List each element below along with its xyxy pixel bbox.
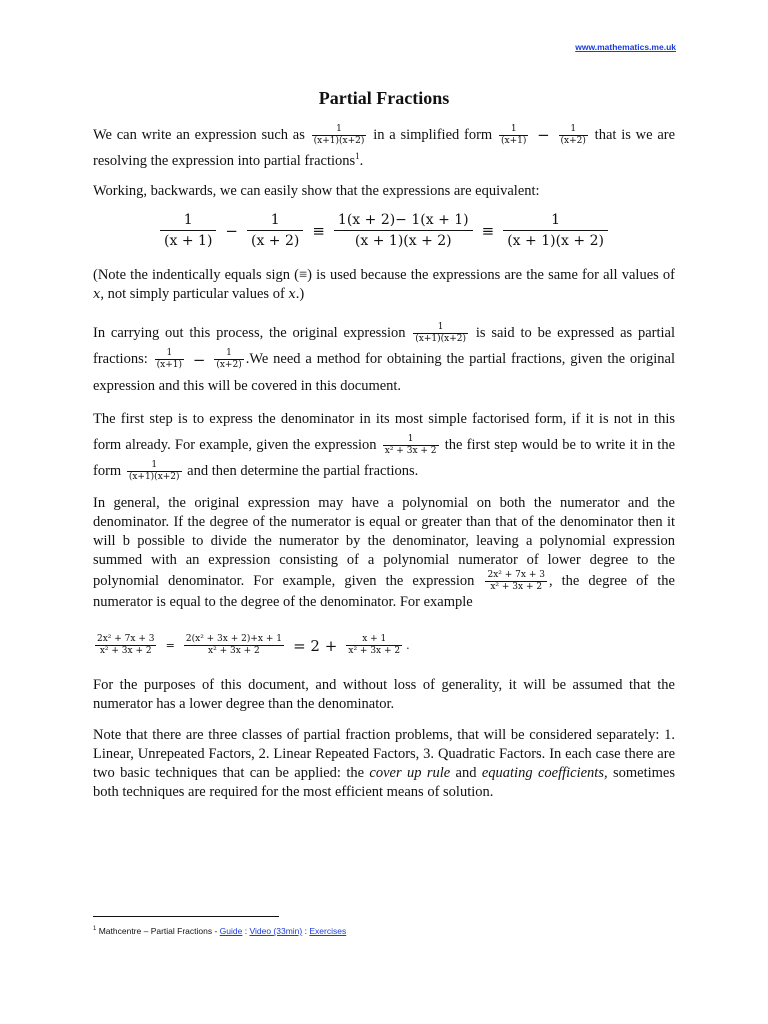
- fraction-denominator: (x + 2): [247, 230, 303, 251]
- fraction-numerator: 2x² + 7x + 3: [97, 634, 155, 644]
- footnote-separator: :: [304, 926, 307, 936]
- classes-paragraph: [93, 726, 675, 802]
- note-paragraph: [93, 266, 675, 304]
- intro-text-d: .: [359, 152, 364, 169]
- period: .: [406, 639, 410, 652]
- big-fraction-1-over-product: [503, 210, 608, 251]
- intro-text-a: We can write an expression such as: [93, 126, 305, 143]
- fraction-denominator: (x + 1)(x + 2): [503, 230, 608, 251]
- process-paragraph: [93, 320, 675, 399]
- equivalence-equation: [0, 210, 768, 251]
- general-text-b: , the degree of the numerator is equal to the degree of the denominator. For example: [93, 572, 675, 610]
- classes-text-e: , sometimes both techniques are required for the most efficient means of solution.: [93, 765, 675, 800]
- cover-up-rule-term: cover up rule: [369, 765, 451, 781]
- classes-text-c: and: [455, 765, 477, 781]
- variable-x: x: [288, 287, 296, 302]
- fraction-denominator: (x+1)(x+2): [128, 472, 180, 483]
- minus-sign: −: [225, 221, 238, 240]
- fraction-denominator: (x + 1)(x + 2): [334, 230, 473, 251]
- fraction-denominator: x² + 3x + 2: [184, 645, 284, 657]
- process-text-c: .We need a method for obtaining the partial fractions, given the original expression and this will be covered in this document.: [93, 351, 676, 394]
- first-step-paragraph: [93, 406, 675, 484]
- fraction-numerator: 1: [166, 348, 173, 359]
- fraction-denominator: (x+1): [501, 136, 527, 146]
- fraction-denominator: x² + 3x + 2: [95, 645, 156, 657]
- guide-link[interactable]: Guide: [219, 926, 243, 936]
- equating-coefficients-term: equating coefficients: [481, 765, 604, 781]
- fraction-numerator: 1: [336, 124, 342, 134]
- note-text-b: , not simply particular values of: [100, 286, 285, 302]
- fraction-denominator: (x+1)(x+2): [313, 136, 365, 146]
- fraction-1-over-x2: [214, 348, 243, 371]
- big-fraction-1-over-x1: [160, 210, 216, 251]
- classes-text-a: Note that there are three classes of partial fraction problems, that will be considered separately: 1. Linear, Unrepeated Factors, 2. Linear Repeated Factors, 3. Quadratic Factors. In each case there are two basic techniques that can be applied: the: [93, 727, 675, 781]
- fraction-numerator: x + 1: [362, 634, 387, 644]
- fraction-1-over-product: [127, 460, 182, 483]
- fraction-1-over-x1: [499, 124, 528, 147]
- fraction-numerator: 1(x + 2)− 1(x + 1): [337, 212, 469, 228]
- fraction-quadratic-over-quadratic: [485, 570, 546, 593]
- fraction-denominator: (x+2): [560, 136, 586, 146]
- note-text-a: (Note the indentically equals sign (≡) is used because the expressions are the same for all values of: [93, 267, 675, 283]
- footnote: [93, 926, 346, 936]
- process-text-b: is said to be expressed as partial fractions:: [93, 325, 675, 367]
- equals-two-plus: = 2 +: [293, 636, 338, 655]
- variable-x: x: [93, 287, 101, 302]
- general-text-a: In general, the original expression may have a polynomial on both the numerator and the denominator. If the degree of the numerator is equal or greater than that of the denominator then it will b possible to divide the numerator by the denominator, leaving a polynomial expression summed with an expression consisting of a polynomial numerator of lower degree to the polynomial denominator. For example, given the expression: [93, 495, 675, 589]
- fraction-denominator: (x+1): [156, 360, 183, 371]
- fraction-denominator: x² + 3x + 2: [348, 646, 401, 656]
- fraction-numerator: 1: [226, 348, 232, 359]
- first-step-text-b: the first step would be to write it in the form: [93, 437, 675, 479]
- site-link[interactable]: www.mathematics.me.uk: [575, 42, 676, 52]
- fraction-numerator: 1: [437, 322, 444, 333]
- big-fraction-1-over-x2: [247, 210, 303, 251]
- fraction-remainder: [346, 634, 402, 657]
- fraction-denominator: x² + 3x + 2: [384, 446, 437, 457]
- fraction-expanded: [184, 634, 284, 657]
- fraction-denominator: x² + 3x + 2: [485, 581, 546, 593]
- footnote-number: 1: [93, 926, 97, 933]
- fraction-denominator: (x+1)(x+2): [415, 334, 467, 345]
- fraction-1-over-x2: [559, 124, 588, 147]
- division-equation: [93, 634, 412, 657]
- fraction-quadratic-over-quadratic: [95, 634, 156, 657]
- fraction-1-over-product: [413, 322, 468, 345]
- intro-text-c: that is we are resolving the expression into partial fractions: [93, 126, 676, 169]
- page-title: Partial Fractions: [318, 88, 450, 108]
- fraction-denominator: (x + 1): [160, 230, 216, 251]
- fraction-1-over-x1: [155, 348, 184, 371]
- fraction-numerator: 2x² + 7x + 3: [487, 570, 545, 580]
- footnote-divider: [93, 916, 279, 917]
- video-link[interactable]: Video (33min): [249, 926, 303, 936]
- fraction-numerator: 1: [551, 212, 561, 228]
- equals-sign: =: [165, 639, 175, 652]
- intro-paragraph: [93, 124, 675, 171]
- fraction-numerator: 1: [183, 212, 193, 228]
- minus-sign: −: [192, 350, 206, 369]
- big-fraction-combined: [334, 210, 473, 251]
- fraction-numerator: 1: [270, 212, 280, 228]
- fraction-numerator: 1: [570, 124, 577, 134]
- fraction-numerator: 1: [151, 460, 158, 471]
- general-paragraph: [93, 494, 675, 612]
- exercises-link[interactable]: Exercises: [309, 926, 347, 936]
- fraction-1-over-quadratic: [383, 434, 439, 457]
- fraction-numerator: 1: [510, 124, 517, 134]
- equiv-sign: ≡: [312, 221, 325, 240]
- footnote-separator: :: [244, 926, 248, 936]
- note-text-c: .): [295, 286, 305, 302]
- working-backwards-paragraph: Working, backwards, we can easily show that the expressions are equivalent:: [93, 183, 540, 199]
- fraction-numerator: 1: [407, 434, 414, 445]
- minus-sign: −: [537, 126, 550, 144]
- first-step-text-a: The first step is to express the denominator in its most simple factorised form, if it is not in this form already. For example, given the expression: [93, 411, 675, 453]
- fraction-denominator: (x+2): [216, 360, 242, 371]
- process-text-a: In carrying out this process, the original expression: [93, 325, 406, 341]
- fraction-numerator: 2(x² + 3x + 2)+x + 1: [185, 634, 282, 644]
- assumption-paragraph: For the purposes of this document, and without loss of generality, it will be assumed that the numerator has a lower degree than the denominator.: [93, 677, 675, 712]
- intro-text-b: in a simplified form: [373, 126, 493, 143]
- footnote-marker: 1: [355, 151, 360, 161]
- first-step-text-c: and then determine the partial fractions.: [187, 463, 419, 479]
- fraction-1-over-product: [312, 124, 367, 147]
- equiv-sign: ≡: [481, 221, 495, 240]
- footnote-text: Mathcentre – Partial Fractions -: [98, 926, 218, 936]
